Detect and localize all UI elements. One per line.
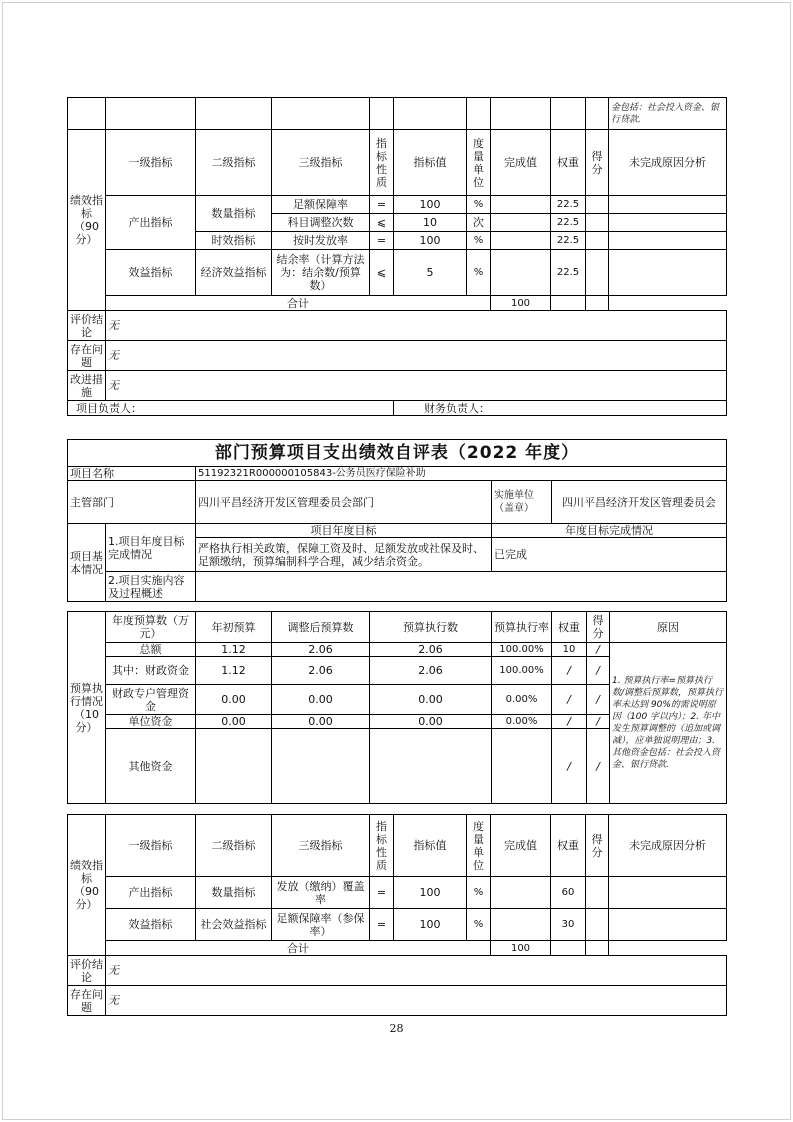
perf-header: 未完成原因分析	[609, 130, 727, 196]
impl-process-label: 2.项目实施内容及过程概述	[106, 572, 196, 602]
perf-header: 完成值	[491, 815, 551, 877]
budget-exec: 2.06	[370, 657, 492, 685]
budget-label: 预算执行情况（10分）	[68, 612, 106, 804]
total-weight: 100	[491, 941, 551, 956]
goal-label: 1.项目年度目标完成情况	[106, 524, 196, 572]
budget-row-name: 财政专户管理资金	[106, 685, 196, 715]
budget-adj: 2.06	[272, 657, 370, 685]
unit-cell: 次	[467, 214, 491, 232]
project-lead: 项目负责人：	[68, 401, 394, 416]
budget-score: /	[587, 729, 610, 804]
budget-rate: 0.00%	[492, 715, 552, 729]
budget-weight: /	[552, 729, 587, 804]
budget-exec: 0.00	[370, 685, 492, 715]
improve-label: 改进措施	[68, 371, 106, 401]
l1-cell: 效益指标	[106, 250, 196, 296]
problem-label: 存在问题	[68, 341, 106, 371]
problem-value: 无	[106, 986, 727, 1016]
perf-header: 完成值	[491, 130, 551, 196]
page-title: 部门预算项目支出绩效自评表（2022 年度）	[68, 440, 727, 467]
weight-cell: 60	[551, 877, 586, 909]
project-name-label: 项目名称	[68, 467, 196, 481]
unit-cell: %	[467, 250, 491, 296]
eval-value: 无	[106, 956, 727, 986]
basic-label: 项目基本情况	[68, 524, 106, 602]
budget-rate: 100.00%	[492, 643, 552, 657]
budget-init	[196, 729, 272, 804]
budget-header: 年初预算	[196, 612, 272, 643]
perf-header: 三级指标	[272, 130, 370, 196]
l2-cell: 数量指标	[196, 877, 272, 909]
op-cell: =	[370, 232, 394, 250]
budget-init: 0.00	[196, 685, 272, 715]
budget-exec	[370, 729, 492, 804]
perf-header: 未完成原因分析	[609, 815, 727, 877]
goal-header: 项目年度目标	[196, 524, 492, 538]
l3-cell: 发放（缴纳）覆盖率	[272, 877, 370, 909]
eval-label: 评价结论	[68, 311, 106, 341]
l2-cell: 数量指标	[196, 196, 272, 232]
l3-cell: 科目调整次数	[272, 214, 370, 232]
value-cell: 5	[394, 250, 467, 296]
total-label: 合计	[106, 941, 491, 956]
perf-header: 二级指标	[196, 130, 272, 196]
budget-header: 调整后预算数	[272, 612, 370, 643]
budget-header: 原因	[610, 612, 727, 643]
budget-weight: /	[552, 657, 587, 685]
op-cell: ⩽	[370, 250, 394, 296]
improve-value: 无	[106, 371, 727, 401]
perf-header: 二级指标	[196, 815, 272, 877]
perf-header: 权重	[551, 815, 586, 877]
perf-header: 得分	[586, 815, 609, 877]
op-cell: =	[370, 877, 394, 909]
perf-label: 绩效指标（90分）	[68, 815, 106, 956]
perf-header: 指标值	[394, 815, 467, 877]
budget-header: 得分	[587, 612, 610, 643]
dept-value: 四川平昌经济开发区管理委员会部门	[196, 481, 492, 524]
op-cell: ⩽	[370, 214, 394, 232]
budget-adj: 0.00	[272, 715, 370, 729]
fund-note: 金包括：社会投入资金、银行贷款.	[609, 98, 727, 130]
done-text: 已完成	[492, 538, 727, 572]
perf-header: 度量单位	[467, 130, 491, 196]
total-weight: 100	[491, 296, 551, 311]
total-label: 合计	[106, 296, 491, 311]
budget-row-name: 其中：财政资金	[106, 657, 196, 685]
budget-init: 1.12	[196, 657, 272, 685]
unit-cell: %	[467, 196, 491, 214]
perf-header: 权重	[551, 130, 586, 196]
budget-weight: 10	[552, 643, 587, 657]
budget-reason-note: 1. 预算执行率=预算执行数/调整后预算数，预算执行率未达到 90%的需说明原因（100 字以内）；2. 年中发生预算调整的（追加或调减），应单独说明理由；3. 其他资金包括：社会投入资金、银行贷款.	[610, 643, 727, 804]
perf-header: 一级指标	[106, 815, 196, 877]
budget-weight: /	[552, 715, 587, 729]
eval-label: 评价结论	[68, 956, 106, 986]
impl-unit-value: 四川平昌经济开发区管理委员会	[552, 481, 727, 524]
value-cell: 100	[394, 877, 467, 909]
budget-row-name: 单位资金	[106, 715, 196, 729]
l2-cell: 时效指标	[196, 232, 272, 250]
budget-adj: 0.00	[272, 685, 370, 715]
budget-exec: 0.00	[370, 715, 492, 729]
budget-score: /	[587, 643, 610, 657]
budget-table	[67, 611, 727, 804]
form-header-table	[67, 439, 727, 602]
value-cell: 100	[394, 909, 467, 941]
unit-cell: %	[467, 232, 491, 250]
budget-score: /	[587, 657, 610, 685]
budget-rate: 100.00%	[492, 657, 552, 685]
l3-cell: 按时发放率	[272, 232, 370, 250]
weight-cell: 22.5	[551, 232, 586, 250]
budget-adj: 2.06	[272, 643, 370, 657]
perf-header: 得分	[586, 130, 609, 196]
l1-cell: 效益指标	[106, 909, 196, 941]
perf-header: 一级指标	[106, 130, 196, 196]
perf-label: 绩效指标（90分）	[68, 130, 106, 311]
budget-init: 1.12	[196, 643, 272, 657]
budget-exec: 2.06	[370, 643, 492, 657]
budget-header: 预算执行数	[370, 612, 492, 643]
page-number: 28	[389, 1022, 404, 1035]
problem-label: 存在问题	[68, 986, 106, 1016]
budget-header: 预算执行率	[492, 612, 552, 643]
budget-score: /	[587, 715, 610, 729]
perf-header: 三级指标	[272, 815, 370, 877]
finance-lead: 财务负责人：	[394, 401, 727, 416]
perf-header: 指标值	[394, 130, 467, 196]
value-cell: 100	[394, 196, 467, 214]
budget-rate: 0.00%	[492, 685, 552, 715]
eval-value: 无	[106, 311, 727, 341]
weight-cell: 22.5	[551, 250, 586, 296]
problem-value: 无	[106, 341, 727, 371]
perf-header: 度量单位	[467, 815, 491, 877]
op-cell: =	[370, 196, 394, 214]
budget-init: 0.00	[196, 715, 272, 729]
unit-cell: %	[467, 909, 491, 941]
weight-cell: 22.5	[551, 214, 586, 232]
weight-cell: 22.5	[551, 196, 586, 214]
weight-cell: 30	[551, 909, 586, 941]
form-perf-table	[67, 814, 727, 1016]
l3-cell: 结余率（计算方法为：结余数/预算数）	[272, 250, 370, 296]
value-cell: 100	[394, 232, 467, 250]
project-name: 51192321R000000105843-公务员医疗保险补助	[196, 467, 727, 481]
l3-cell: 足额保障率（参保率）	[272, 909, 370, 941]
op-cell: =	[370, 909, 394, 941]
goal-text: 严格执行相关政策，保障工资及时、足额发放或社保及时、足额缴纳，预算编制科学合理，减少结余资金。	[196, 538, 492, 572]
l3-cell: 足额保障率	[272, 196, 370, 214]
budget-score: /	[587, 685, 610, 715]
dept-label: 主管部门	[68, 481, 196, 524]
perf-header: 指标性质	[370, 815, 394, 877]
budget-rate	[492, 729, 552, 804]
top-perf-table	[67, 97, 727, 416]
l2-cell: 经济效益指标	[196, 250, 272, 296]
budget-adj	[272, 729, 370, 804]
impl-unit-label: 实施单位（盖章）	[492, 481, 552, 524]
value-cell: 10	[394, 214, 467, 232]
unit-cell: %	[467, 877, 491, 909]
l1-cell: 产出指标	[106, 877, 196, 909]
budget-weight: /	[552, 685, 587, 715]
l2-cell: 社会效益指标	[196, 909, 272, 941]
done-header: 年度目标完成情况	[492, 524, 727, 538]
budget-row-name: 总额	[106, 643, 196, 657]
budget-row-name: 其他资金	[106, 729, 196, 804]
l1-cell: 产出指标	[106, 196, 196, 250]
budget-header: 年度预算数（万元）	[106, 612, 196, 643]
perf-header: 指标性质	[370, 130, 394, 196]
budget-header: 权重	[552, 612, 587, 643]
